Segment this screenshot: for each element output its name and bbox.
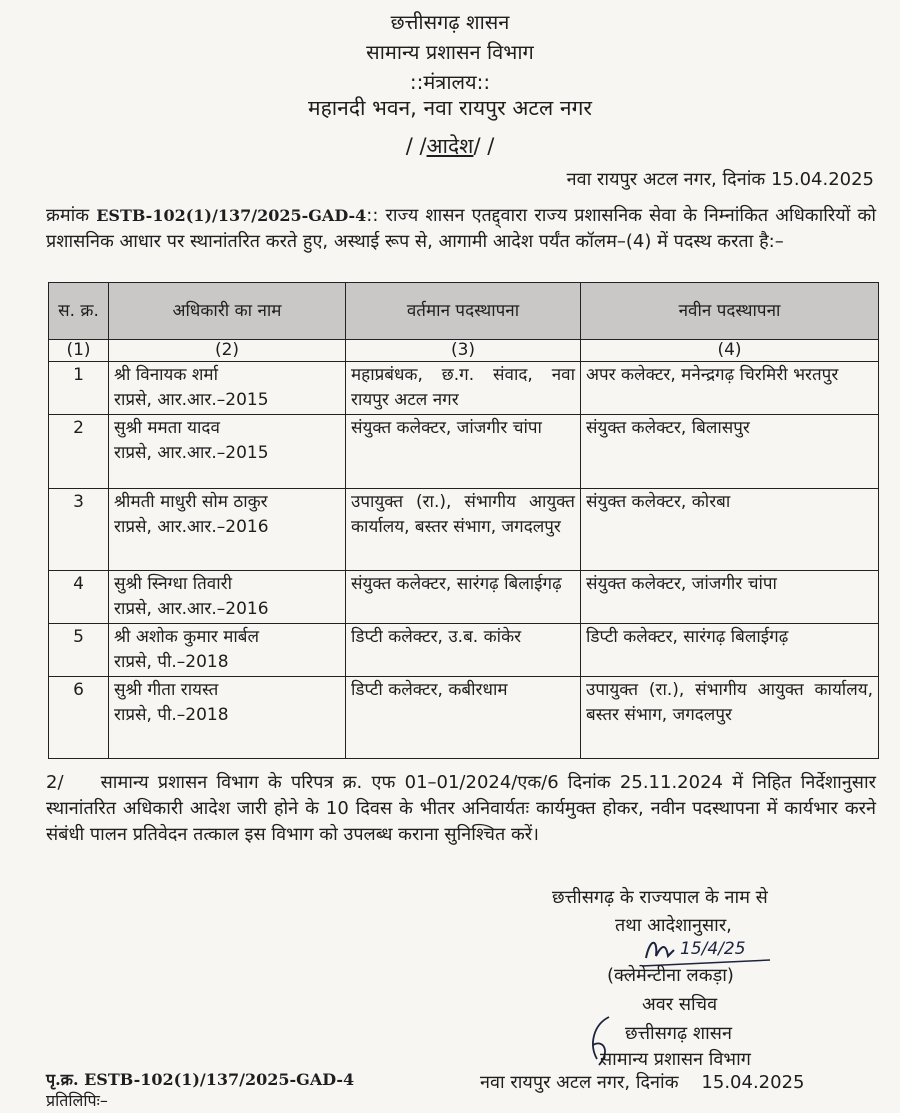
row-new-posting: संयुक्त कलेक्टर, कोरबा bbox=[581, 489, 879, 571]
table-row bbox=[49, 677, 879, 759]
table-row bbox=[49, 571, 879, 624]
endorsement-number: ESTB-102(1)/137/2025-GAD-4 bbox=[84, 1070, 355, 1089]
title-text: आदेश bbox=[426, 134, 474, 158]
row-new-posting: संयुक्त कलेक्टर, बिलासपुर bbox=[581, 415, 879, 489]
department-name: सामान्य प्रशासन विभाग bbox=[366, 40, 534, 64]
signature-date: 15/4/25 bbox=[680, 939, 746, 959]
row-serial: 5 bbox=[49, 624, 109, 677]
intro-paragraph bbox=[46, 203, 876, 255]
header-current-posting: वर्तमान पदस्थापना bbox=[346, 283, 581, 340]
signature-authority-line: छत्तीसगढ़ के राज्यपाल के नाम से bbox=[552, 887, 768, 908]
row-officer bbox=[109, 362, 346, 415]
signatory-name: (क्लेमेन्टीना लकड़ा) bbox=[607, 965, 734, 986]
column-number-row bbox=[49, 340, 879, 362]
row-serial: 6 bbox=[49, 677, 109, 759]
order-title bbox=[0, 132, 900, 160]
intro-ref-number: ESTB-102(1)/137/2025-GAD-4 bbox=[96, 206, 367, 225]
officer-service: राप्रसे, आर.आर.–2016 bbox=[114, 599, 269, 619]
col-number: (2) bbox=[109, 340, 346, 362]
copy-to-label: प्रतिलिपिः– bbox=[46, 1091, 108, 1110]
col-number: (3) bbox=[346, 340, 581, 362]
table-row bbox=[49, 624, 879, 677]
para-text: सामान्य प्रशासन विभाग के परिपत्र क्र. एफ 01–01/2024/एक/6 दिनांक 25.11.2024 में निहित निर्देशानुसार स्थानांतरित अधिकारी आदेश जारी होने के 10 दिवस के भीतर अनिवार्यतः कार्यमुक्त होकर, नवीन पदस्थापना में कार्यभार करने संबंधी पालन प्रतिवेदन तत्काल इस विभाग को उपलब्ध कराना सुनिश्चित करें। bbox=[46, 772, 876, 845]
para-number: 2/ bbox=[46, 772, 64, 793]
table-row bbox=[49, 489, 879, 571]
compliance-paragraph bbox=[46, 770, 876, 848]
title-slashes-right: / / bbox=[473, 134, 495, 158]
govt-name: छत्तीसगढ़ शासन bbox=[390, 10, 510, 34]
officer-service: राप्रसे, पी.–2018 bbox=[114, 705, 229, 725]
officer-name: श्रीमती माधुरी सोम ठाकुर bbox=[114, 492, 268, 512]
endorsement-date-line bbox=[480, 1070, 804, 1094]
row-current-posting: डिप्टी कलेक्टर, उ.ब. कांकेर bbox=[346, 624, 581, 677]
col-number: (1) bbox=[49, 340, 109, 362]
signatory-dept: सामान्य प्रशासन विभाग bbox=[600, 1049, 751, 1070]
row-new-posting: डिप्टी कलेक्टर, सारंगढ़ बिलाईगढ़ bbox=[581, 624, 879, 677]
ministry-label: ::मंत्रालय:: bbox=[409, 70, 491, 94]
row-officer bbox=[109, 624, 346, 677]
officers-table bbox=[48, 282, 879, 759]
endorsement-date: 15.04.2025 bbox=[701, 1072, 805, 1093]
row-new-posting: संयुक्त कलेक्टर, जांजगीर चांपा bbox=[581, 571, 879, 624]
endorsement-prefix: पृ.क्र. bbox=[46, 1070, 79, 1089]
officer-service: राप्रसे, आर.आर.–2015 bbox=[114, 443, 269, 463]
intro-text: :: राज्य शासन एतद्द्वारा राज्य प्रशासनिक सेवा के निम्नांकित अधिकारियों को प्रशासनिक आधार पर स्थानांतरित करते हुए, अस्थाई रूप से, आगामी आदेश पर्यंत कॉलम–(4) में पदस्थ करता है:– bbox=[46, 205, 876, 252]
row-serial: 4 bbox=[49, 571, 109, 624]
signatory-govt: छत्तीसगढ़ शासन bbox=[625, 1023, 732, 1044]
row-current-posting: संयुक्त कलेक्टर, जांजगीर चांपा bbox=[346, 415, 581, 489]
header-serial: स. क्र. bbox=[49, 283, 109, 340]
row-new-posting: उपायुक्त (रा.), संभागीय आयुक्त कार्यालय, बस्तर संभाग, जगदलपुर bbox=[581, 677, 879, 759]
row-officer bbox=[109, 571, 346, 624]
signature-order-line: तथा आदेशानुसार, bbox=[615, 915, 732, 936]
officer-name: श्री विनायक शर्मा bbox=[114, 365, 218, 385]
table-row bbox=[49, 362, 879, 415]
row-officer bbox=[109, 415, 346, 489]
order-date-line bbox=[567, 167, 874, 191]
header-officer-name: अधिकारी का नाम bbox=[109, 283, 346, 340]
row-new-posting: अपर कलेक्टर, मनेन्द्रगढ़ चिरमिरी भरतपुर bbox=[581, 362, 879, 415]
address-line: महानदी भवन, नवा रायपुर अटल नगर bbox=[308, 96, 592, 120]
title-slashes-left: / / bbox=[405, 134, 427, 158]
order-place: नवा रायपुर अटल नगर, दिनांक bbox=[566, 169, 766, 190]
row-serial: 3 bbox=[49, 489, 109, 571]
row-current-posting: उपायुक्त (रा.), संभागीय आयुक्त कार्यालय, बस्तर संभाग, जगदलपुर bbox=[346, 489, 581, 571]
officer-name: सुश्री ममता यादव bbox=[114, 418, 220, 438]
row-serial: 1 bbox=[49, 362, 109, 415]
table-header-row bbox=[49, 283, 879, 340]
endorsement-place: नवा रायपुर अटल नगर, दिनांक bbox=[480, 1072, 679, 1093]
row-current-posting: डिप्टी कलेक्टर, कबीरधाम bbox=[346, 677, 581, 759]
officer-name: श्री अशोक कुमार मार्बल bbox=[114, 627, 260, 647]
header-new-posting: नवीन पदस्थापना bbox=[581, 283, 879, 340]
officer-name: सुश्री स्निग्धा तिवारी bbox=[114, 574, 233, 594]
signatory-designation: अवर सचिव bbox=[642, 994, 718, 1015]
intro-prefix: क्रमांक bbox=[46, 205, 90, 226]
order-date: 15.04.2025 bbox=[770, 169, 874, 190]
col-number: (4) bbox=[581, 340, 879, 362]
row-current-posting: संयुक्त कलेक्टर, सारंगढ़ बिलाईगढ़ bbox=[346, 571, 581, 624]
row-officer bbox=[109, 489, 346, 571]
officer-service: राप्रसे, आर.आर.–2016 bbox=[114, 517, 269, 537]
endorsement-ref bbox=[46, 1068, 354, 1090]
officer-service: राप्रसे, पी.–2018 bbox=[114, 652, 229, 672]
row-serial: 2 bbox=[49, 415, 109, 489]
officer-service: राप्रसे, आर.आर.–2015 bbox=[114, 390, 269, 410]
row-current-posting: महाप्रबंधक, छ.ग. संवाद, नवा रायपुर अटल नगर bbox=[346, 362, 581, 415]
officer-name: सुश्री गीता रायस्त bbox=[114, 680, 219, 700]
table-row bbox=[49, 415, 879, 489]
row-officer bbox=[109, 677, 346, 759]
